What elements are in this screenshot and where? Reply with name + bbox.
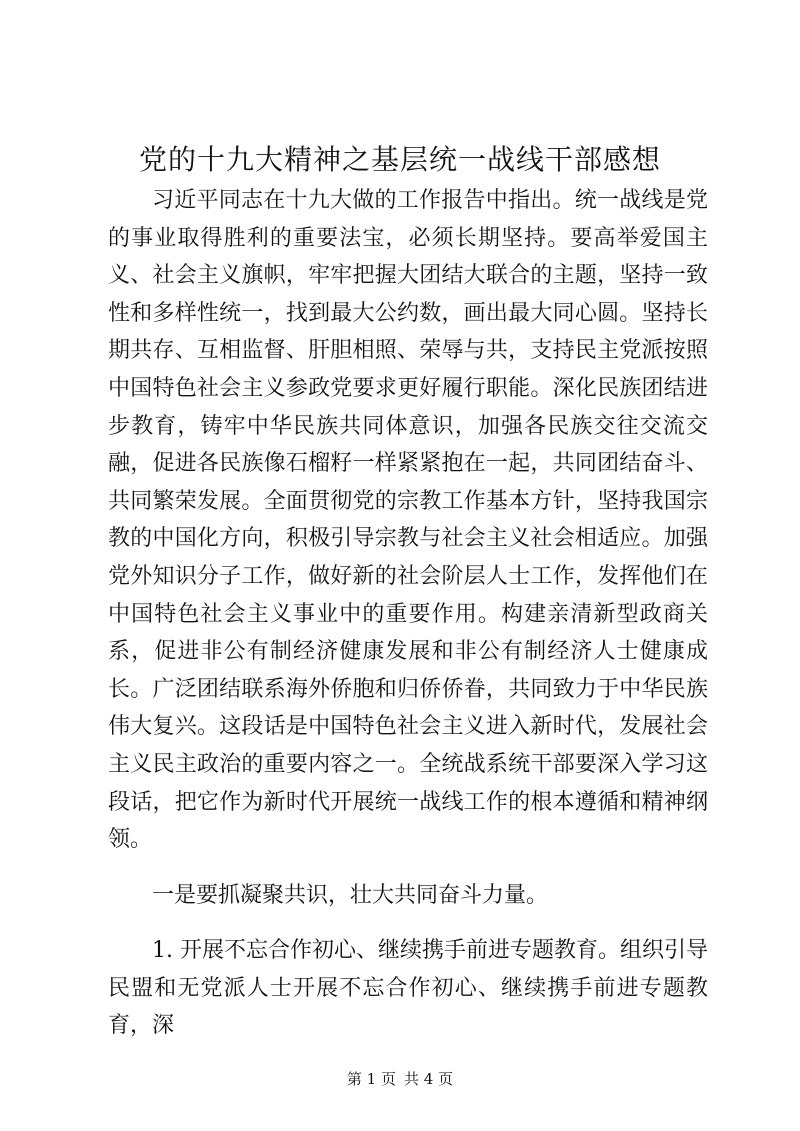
paragraph-item-one: 1. 开展不忘合作初心、继续携手前进专题教育。组织引导民盟和无党派人士开展不忘合作初心、继续携手前进专题教育，深 <box>108 938 708 1039</box>
page-total: 共 4 页 <box>404 1070 454 1088</box>
document-title: 党的十九大精神之基层统一战线干部感想 <box>138 143 661 176</box>
paragraph-heading-one: 一是要抓凝聚共识，壮大共同奋斗力量。 <box>152 882 549 908</box>
page-footer <box>0 1069 800 1089</box>
paragraph-intro: 习近平同志在十九大做的工作报告中指出。统一战线是党的事业取得胜利的重要法宝，必须长期坚持。要高举爱国主义、社会主义旗帜，牢牢把握大团结大联合的主题，坚持一致性和多样性统一，找到最大公约数，画出最大同心圆。坚持长期共存、互相监督、肝胆相照、荣辱与共，支持民主党派按照中国特色社会主义参政党要求更好履行职能。深化民族团结进步教育，铸牢中华民族共同体意识，加强各民族交往交流交融，促进各民族像石榴籽一样紧紧抱在一起，共同团结奋斗、共同繁荣发展。全面贯彻党的宗教工作基本方针，坚持我国宗教的中国化方向，积极引导宗教与社会主义社会相适应。加强党外知识分子工作，做好新的社会阶层人士工作，发挥他们在中国特色社会主义事业中的重要作用。构建亲清新型政商关系，促进非公有制经济健康发展和非公有制经济人士健康成长。广泛团结联系海外侨胞和归侨侨眷，共同致力于中华民族伟大复兴。这段话是中国特色社会主义进入新时代，发展社会主义民主政治的重要内容之一。全统战系统干部要深入学习这段话，把它作为新时代开展统一战线工作的根本遵循和精神纲领。 <box>108 188 708 853</box>
document-body <box>108 182 708 1045</box>
page-number: 第 1 页 <box>346 1070 396 1088</box>
